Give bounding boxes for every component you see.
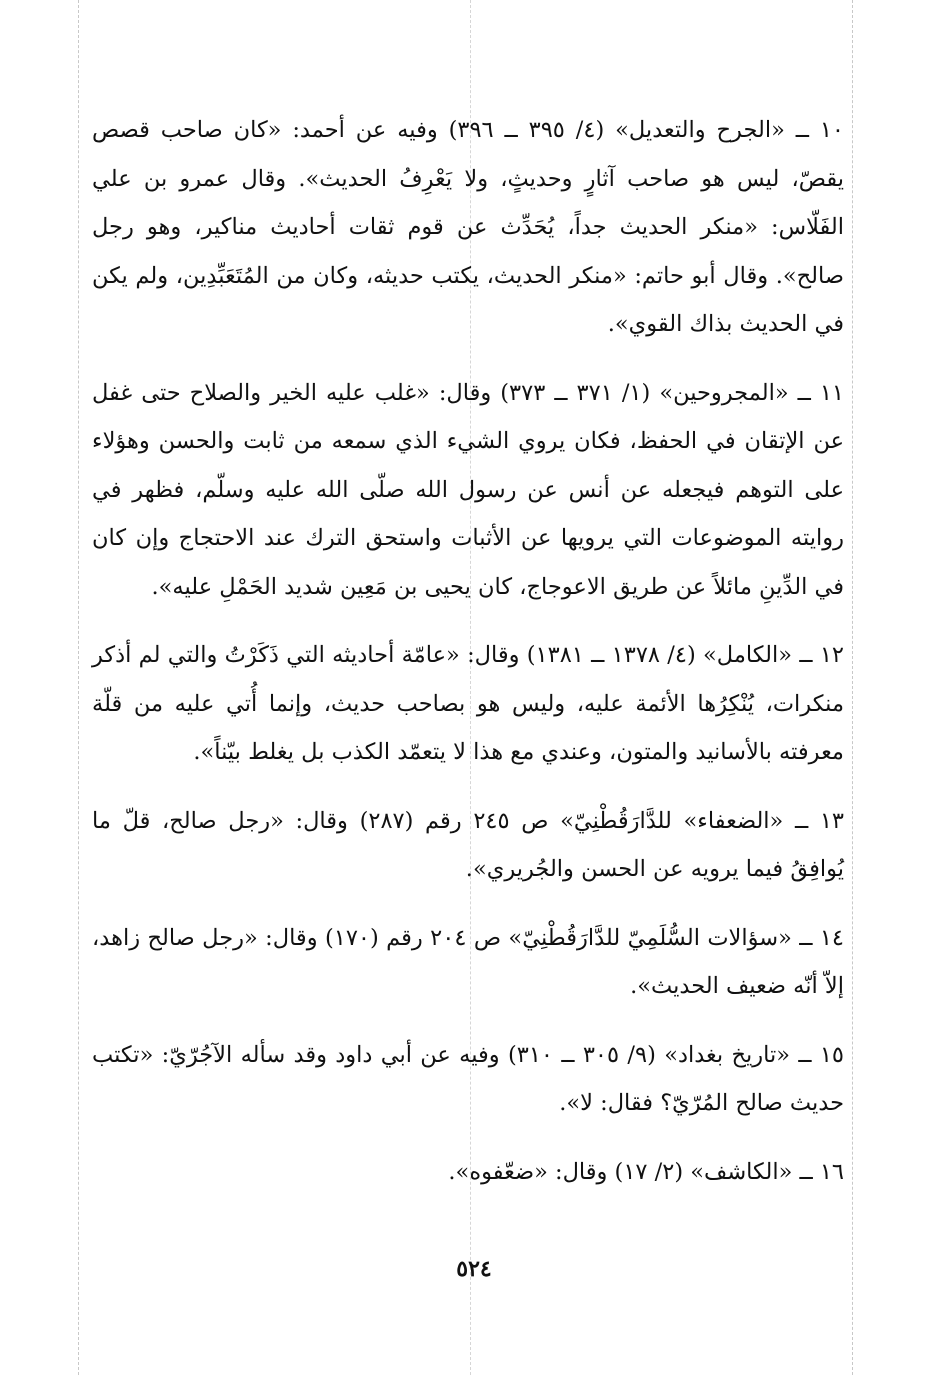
entry-15: ١٥ ــ «تاريخ بغداد» (٩/ ٣٠٥ ــ ٣١٠) وفيه عن أبي داود وقد سأله الآجُرّيّ: «تكتب حديث صالح المُرّيّ؟ فقال: لا». (92, 1041, 845, 1116)
entry-11: ١١ ــ «المجروحين» (١/ ٣٧١ ــ ٣٧٣) وقال: «غلب عليه الخير والصلاح حتى غفل عن الإتقان في الحفظ، فكان يروي الشيء الذي سمعه من ثابت والحسن وهؤلاء على التوهم فيجعله عن أنس عن رسول الله صلّى الله عليه وسلّم، فظهر في روايته الموضوعات التي يرويها عن الأثبات واستحق الترك عند الاحتجاج وإن كان في الدِّينِ مائلاً عن طريق الاعوجاج، كان يحيى بن مَعِين شديد الحَمْلِ عليه». (92, 379, 844, 600)
scan-fold-line-right (852, 0, 853, 1375)
entry-16: ١٦ ــ «الكاشف» (٢/ ١٧) وقال: «ضعّفوه». (448, 1158, 844, 1185)
entry-14: ١٤ ــ «سؤالات السُّلَمِيّ للدَّارَقُطْنِيّ» ص ٢٠٤ رقم (١٧٠) وقال: «رجل صالح زاهد، إلاّ أنّه ضعيف الحديث». (92, 924, 845, 999)
entry-12: ١٢ ــ «الكامل» (٤/ ١٣٧٨ ــ ١٣٨١) وقال: «عامّة أحاديثه التي ذَكَرْتُ والتي لم أذكر منكرات، يُنْكِرُها الأئمة عليه، وليس هو بصاحب حديث، وإنما أُتي عليه من قلّة معرفته بالأسانيد والمتون، وعندي مع هذا لا يتعمّد الكذب بل يغلط بيّناً». (92, 642, 844, 765)
page-number: ٥٢٤ (456, 1256, 492, 1282)
page-body (92, 106, 844, 1216)
scan-fold-line-left (78, 0, 79, 1375)
entry-13: ١٣ ــ «الضعفاء» للدَّارَقُطْنِيّ» ص ٢٤٥ رقم (٢٨٧) وقال: «رجل صالح، قلّ ما يُوافِقُ فيما يرويه عن الحسن والجُريري». (92, 807, 844, 882)
entry-10: ١٠ ــ «الجرح والتعديل» (٤/ ٣٩٥ ــ ٣٩٦) وفيه عن أحمد: «كان صاحب قصص يقصّ، ليس هو صاحب آثارٍ وحديثٍ، ولا يَعْرِفُ الحديث». وقال عمرو بن علي الفَلّاس: «منكر الحديث جداً، يُحَدِّث عن قوم ثقات أحاديث مناكير، وهو رجل صالح». وقال أبو حاتم: «منكر الحديث، يكتب حديثه، وكان من المُتَعَبِّدِين، ولم يكن في الحديث بذاك القوي». (92, 117, 844, 337)
